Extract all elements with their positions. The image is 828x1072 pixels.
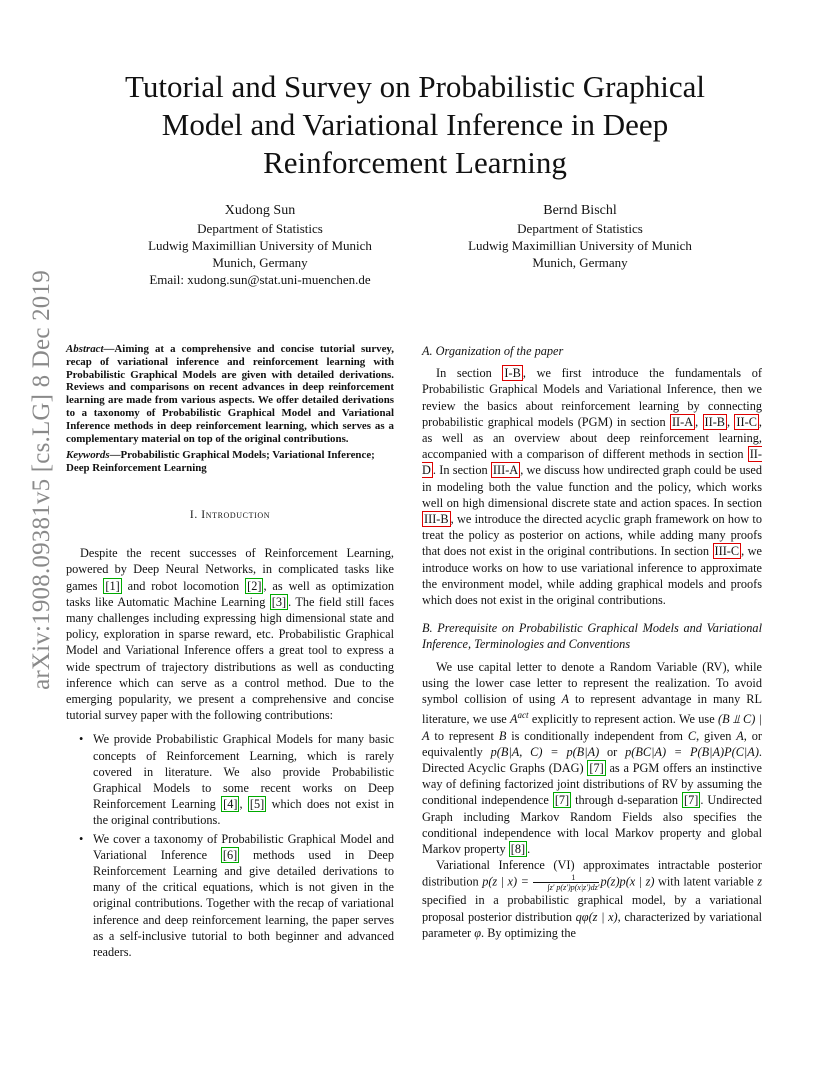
text-run: . Undirected Graph including Markov Random Fields also specifies the conditional independence with local Markov property and global Markov property — [422, 793, 762, 856]
author-location: Munich, Germany — [532, 255, 628, 270]
text-run: Despite the recent successes of Reinforcement Learning, powered by Deep Neural Networks, in complicated tasks like games — [66, 546, 394, 593]
author-email: Email: xudong.sun@stat.uni-muenchen.de — [149, 272, 371, 287]
abstract-text: —Aiming at a comprehensive and concise tutorial survey, recap of variational inference and reinforcement learning with Probabilistic Graphical Models are given with detailed derivations. Reviews and comparisons on recent advances in deep reinforcement learning are made from various aspects. We offer detailed derivations to a taxonomy of Probabilistic Graphical Model and Variational Inference methods in deep reinforcement learning, which serves as a complementary material on top of the original contributions. — [66, 343, 394, 445]
text-run: with latent variable — [654, 874, 758, 889]
text-run: , — [695, 414, 703, 429]
keywords — [66, 449, 394, 475]
text-run: , — [727, 414, 735, 429]
section-link[interactable]: II-C — [736, 414, 757, 429]
text-run: or — [599, 744, 626, 759]
author-1 — [120, 202, 400, 288]
citation-link[interactable]: [3] — [271, 594, 287, 609]
math-run: qφ(z | x) — [575, 909, 618, 924]
text-run: is conditionally independent from — [506, 728, 688, 743]
arxiv-side-identifier — [20, 270, 64, 690]
prerequisite-paragraph-2 — [422, 857, 762, 941]
text-run: . — [527, 841, 531, 856]
right-column — [422, 343, 762, 941]
math-run: (B ⫫ C) | A — [422, 712, 763, 743]
left-column — [66, 343, 394, 962]
text-run: and robot locomotion — [121, 578, 246, 593]
text-run: , we introduce works on how to use variational inference to approximate the environment model, while adding graphical models and proofs which does not exist in the original contributions. — [422, 544, 762, 608]
math-run: φ — [474, 925, 482, 940]
math-run: B — [498, 728, 507, 743]
section-link[interactable]: II-B — [704, 414, 726, 429]
math-run: A — [510, 712, 518, 727]
section-number: I. — [189, 508, 198, 521]
fraction — [533, 873, 599, 892]
author-name: Bernd Bischl — [543, 203, 617, 218]
math-run: p(BC|A) = P(B|A)P(C|A) — [625, 744, 759, 759]
text-run: , — [239, 797, 248, 812]
author-department: Department of Statistics — [197, 221, 323, 236]
section-link[interactable]: III-C — [714, 544, 740, 559]
author-university: Ludwig Maximillian University of Munich — [468, 238, 692, 253]
math-run: A — [736, 728, 744, 743]
math-superscript: act — [517, 710, 529, 721]
math-run: p(B|A, C) = p(B|A) — [490, 744, 600, 759]
section-link[interactable]: I-B — [504, 366, 521, 381]
citation-link[interactable]: [7] — [554, 793, 570, 808]
abstract — [66, 343, 394, 445]
citation-link[interactable]: [7] — [589, 760, 604, 775]
section-title: Introduction — [201, 508, 271, 521]
paper-title: Tutorial and Survey on Probabilistic Graphical Model and Variational Inference in Deep Reinforcement Learning — [124, 69, 706, 180]
section-link[interactable]: III-A — [492, 463, 519, 478]
section-link[interactable]: II-D — [422, 447, 762, 478]
fraction-numerator: 1 — [533, 873, 599, 883]
citation-link[interactable]: [7] — [684, 793, 699, 808]
text-run: . By optimizing the — [481, 925, 576, 940]
author-name: Xudong Sun — [224, 203, 296, 218]
author-block — [100, 202, 740, 292]
text-run: , we first introduce the fundamentals of Probabilistic Graphical Models and Variational Inference, then we review the basics about reinforcement learning by connecting probabilistic graphical models (PGM) in section — [422, 366, 762, 429]
text-run: explicitly to represent action. We use — [528, 712, 718, 727]
text-run: as a PGM offers an instinctive way of defining factorized joint distributions of RV by assuming the conditional independence — [422, 760, 762, 808]
section-heading-introduction — [66, 507, 394, 523]
math-run: C — [687, 728, 697, 743]
text-run: , as well as an overview about deep reinforcement learning, accompanied with a comparison of different methods in section — [422, 414, 762, 462]
text-run: In section — [436, 366, 503, 381]
citation-link[interactable]: [8] — [510, 841, 526, 856]
author-university: Ludwig Maximillian University of Munich — [148, 238, 372, 253]
text-run: We cover a taxonomy of Probabilistic Graphical Model and Variational Inference — [93, 831, 394, 862]
arxiv-id-text: arXiv:1908.09381v5 [cs.LG] 8 Dec 2019 — [28, 270, 55, 690]
math-run: A — [561, 692, 569, 707]
keywords-label: Keywords — [66, 449, 110, 462]
text-run: , we discuss how undirected graph could be used in modeling both the value function and the policy, which works well on high dimensional discrete state and action spaces. In section — [422, 463, 762, 510]
contribution-list — [66, 731, 394, 960]
text-run: to represent advantage in many RL literature, we use — [422, 692, 762, 727]
section-link[interactable]: III-B — [424, 512, 449, 527]
intro-paragraph — [66, 545, 394, 723]
author-location: Munich, Germany — [212, 255, 308, 270]
text-run: , or equivalently — [422, 728, 762, 759]
prerequisite-paragraph-1 — [422, 659, 762, 858]
text-run: to represent — [429, 728, 499, 743]
abstract-label: Abstract — [66, 343, 104, 355]
text-run: , we introduce the directed acyclic graph framework on how to treat the policy as posterior on actions, while adding many proofs that does not exist in the original contributions. In section — [422, 512, 762, 559]
text-run: specified in a probabilistic graphical model, by a variational proposal posterior distribution — [422, 893, 762, 924]
citation-link[interactable]: [2] — [247, 578, 262, 593]
citation-link[interactable]: [5] — [249, 797, 265, 812]
contribution-item — [66, 831, 394, 961]
subsection-heading-organization: A. Organization of the paper — [422, 344, 564, 358]
text-run: , as well as optimization tasks like Automatic Machine Learning — [66, 578, 394, 609]
text-run: . Directed Acyclic Graphs (DAG) — [422, 744, 762, 775]
text-run: , given — [696, 728, 737, 743]
author-department: Department of Statistics — [517, 221, 643, 236]
contribution-item — [66, 731, 394, 828]
text-run: We provide Probabilistic Graphical Models for many basic concepts of Reinforcement Learning, which is rarely covered in literature. We also provide Probabilistic Graphical Models to some recent works on Deep Reinforcement Learning — [93, 732, 394, 812]
text-run: Variational Inference (VI) approximates intractable posterior distribution — [422, 858, 762, 889]
organization-paragraph — [422, 365, 762, 608]
citation-link[interactable]: [1] — [105, 578, 120, 593]
math-run: p(z)p(x | z) — [600, 874, 655, 889]
fraction-denominator: ∫z′ p(z′)p(x|z′)dz′ — [547, 883, 600, 893]
subsection-heading-prerequisite: B. Prerequisite on Probabilistic Graphical Models and Variational Inference, Terminologies and Conventions — [422, 621, 762, 652]
math-run: p(z | x) = — [482, 874, 533, 889]
text-run: methods used in Deep Reinforcement Learning and give detailed derivations to many of the critical equations, which is not given in the original contributions. Together with the recap of variational inference and deep reinforcement learning, the paper serves as a self-inclusive tutorial to both beginner and advanced readers. — [93, 847, 394, 960]
section-link[interactable]: II-A — [671, 414, 694, 429]
citation-link[interactable]: [6] — [222, 847, 238, 862]
citation-link[interactable]: [4] — [223, 797, 238, 812]
text-run: . The field still faces many challenges including expressing high dimensional state and policy, exploration in sparse reward, etc. Probabilistic Graphical Model and Variational Inference offers a great tool to express a wide spectrum of trajectory distributions as well as conducting inference which can serve as a control method. Due to the emerging popularity, we present a comprehensive and concise tutorial survey paper with the following contributions: — [66, 594, 394, 723]
text-run: , characterized by variational parameter — [422, 909, 762, 940]
keywords-text: —Probabilistic Graphical Models; Variational Inference; Deep Reinforcement Learning — [66, 449, 375, 475]
text-run: which does not exist in the original contributions. — [93, 797, 394, 828]
text-run: . In section — [432, 463, 491, 478]
text-run: We use capital letter to denote a Random Variable (RV), while using the lower case letter to represent the realization. To avoid symbol collision of using — [422, 659, 762, 707]
text-run: through d-separation — [571, 793, 683, 808]
author-2 — [430, 202, 730, 271]
math-run: z — [757, 874, 762, 889]
